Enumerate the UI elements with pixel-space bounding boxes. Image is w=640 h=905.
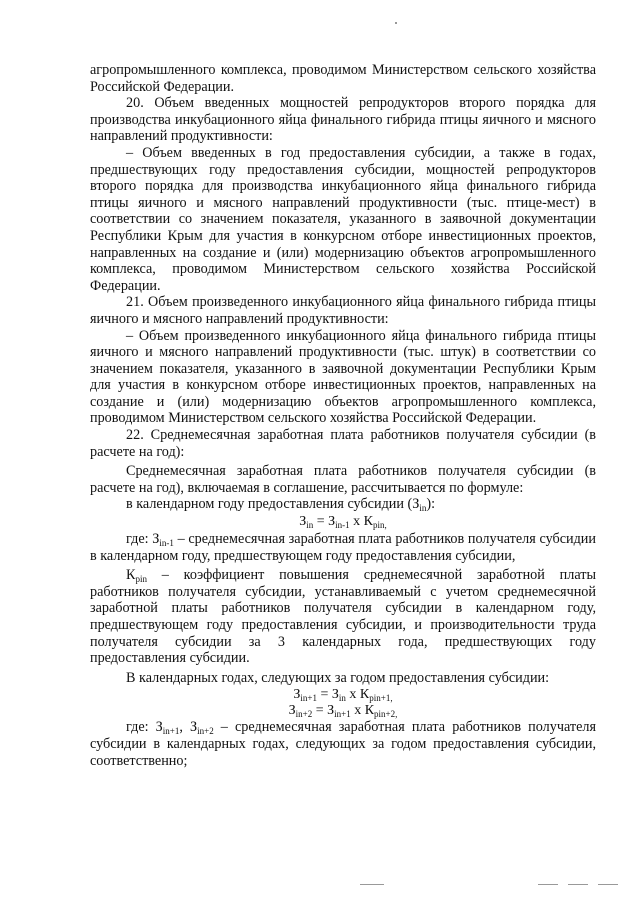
paragraph-20-body: – Объем введенных в год предоставления субсидии, а также в годах, предшествующих году предоставления субсидии, мощностей репродукторов второго порядка для производства инкубационного яйца финального гибрида птицы яичного и мясного направлений продуктивности (тыс. птице-мест) в соответствии со значением показателя, указанного в заявочной документации Республики Крым для участия в конкурсном отборе инвестиционных проектов, направленных на создание и (или) модернизацию объектов агропромышленного комплекса, проводимом Министерством сельского хозяйства Российской Федерации. <box>90 144 596 294</box>
paragraph-22-title: 22. Среднемесячная заработная плата работников получателя субсидии (в расчете на год): <box>90 427 596 460</box>
paragraph-21-body: – Объем произведенного инкубационного яйца финального гибрида птицы яичного и мясного направлений продуктивности (тыс. штук) в соответствии со значением показателя, указанного в заявочной документации Республики Крым для участия в конкурсном отборе инвестиционных проектов, направленных на создание и (или) модернизацию объектов агропромышленного комплекса, проводимом Министерством сельского хозяйства Российской Федерации. <box>90 327 596 427</box>
where-definition-1: где: $З_{in-1}$ – среднемесячная заработная плата работников получателя субсидии в календарном году, предшествующем году предоставления субсидии, <box>90 531 596 564</box>
k-definition: $К_{pin}$ – коэффициент повышения среднемесячной заработной платы работников получателя субсидии, устанавливаемый с учетом среднемесячной заработной платы работников получателя субсидии в календарном году, предшествующем году предоставления субсидии, и производительности труда получателя субсидии за 3 календарных года, предшествующих году предоставления субсидии. <box>90 567 596 667</box>
paragraph-20-title: 20. Объем введенных мощностей репродукторов второго порядка для производства инкубационного яйца финального гибрида птицы яичного и мясного направлений продуктивности: <box>90 95 596 145</box>
paragraph-21-title: 21. Объем произведенного инкубационного яйца финального гибрида птицы яичного и мясного направлений продуктивности: <box>90 294 596 327</box>
scan-mark <box>598 884 618 885</box>
scan-dot <box>395 22 397 24</box>
formula-1: $З_{in} = З_{in-1}$ x $К_{pin,}$ <box>299 514 387 531</box>
scan-mark <box>568 884 588 885</box>
paragraph-22-body: Среднемесячная заработная плата работников получателя субсидии (в расчете на год), включаемая в соглашение, рассчитывается по формуле: <box>90 463 596 496</box>
where-definition-2: где: $З_{in+1}$, $З_{in+2}$ – среднемесячная заработная плата работников получателя субсидии в календарных годах, следующих за годом предоставления субсидии, соответственно; <box>90 719 597 769</box>
scan-mark <box>538 884 558 885</box>
calendar-year-line: в календарном году предоставления субсидии $(З_{in})$: <box>126 496 436 514</box>
document-body <box>90 62 596 769</box>
next-years-line: В календарных годах, следующих за годом предоставления субсидии: <box>126 669 550 686</box>
scan-mark <box>360 884 384 885</box>
formula-2: $З_{in+1} = З_{in}$ x $К_{pin+1,}$ <box>293 687 393 704</box>
formula-3: $З_{in+2} = З_{in+1}$ x $К_{pin+2,}$ <box>288 703 398 720</box>
paragraph-continuation: агропромышленного комплекса, проводимом Министерством сельского хозяйства Российской Федерации. <box>90 62 596 95</box>
